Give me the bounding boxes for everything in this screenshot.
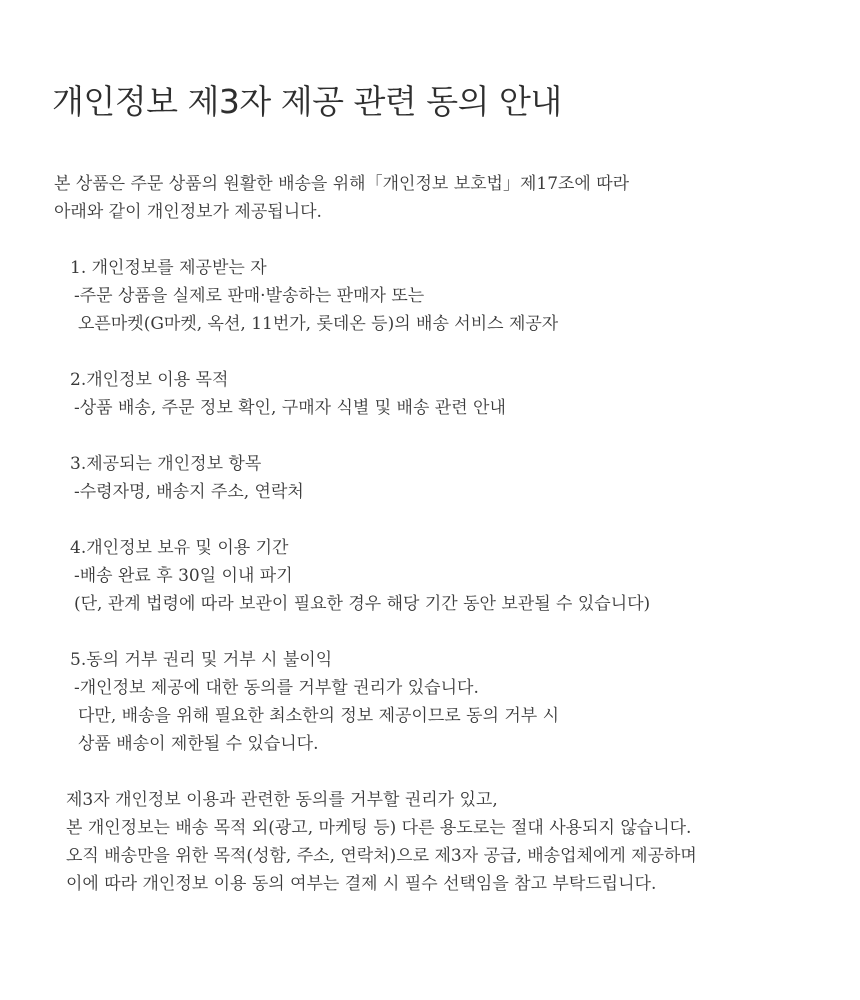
footer-line: 오직 배송만을 위한 목적(성함, 주소, 연락처)으로 제3자 공급, 배송업체에게 제공하며 bbox=[66, 846, 697, 866]
section-line: -수령자명, 배송지 주소, 연락처 bbox=[74, 482, 304, 502]
section-title-retention: 4.개인정보 보유 및 이용 기간 bbox=[70, 538, 289, 558]
section-line: -주문 상품을 실제로 판매·발송하는 판매자 또는 bbox=[74, 286, 425, 306]
footer-line: 본 개인정보는 배송 목적 외(광고, 마케팅 등) 다른 용도로는 절대 사용되지 않습니다. bbox=[66, 818, 692, 838]
section-line: -상품 배송, 주문 정보 확인, 구매자 식별 및 배송 관련 안내 bbox=[74, 398, 506, 418]
section-title-purpose: 2.개인정보 이용 목적 bbox=[70, 370, 229, 390]
section-title-recipient: 1. 개인정보를 제공받는 자 bbox=[70, 258, 267, 278]
section-line: -개인정보 제공에 대한 동의를 거부할 권리가 있습니다. bbox=[74, 678, 479, 698]
section-line: 다만, 배송을 위해 필요한 최소한의 정보 제공이므로 동의 거부 시 bbox=[78, 706, 560, 726]
section-line: -배송 완료 후 30일 이내 파기 bbox=[74, 566, 293, 586]
footer-line: 이에 따라 개인정보 이용 동의 여부는 결제 시 필수 선택임을 참고 부탁드립니다. bbox=[66, 874, 657, 894]
section-title-refusal: 5.동의 거부 권리 및 거부 시 불이익 bbox=[70, 650, 333, 670]
section-line: 상품 배송이 제한될 수 있습니다. bbox=[78, 734, 319, 754]
section-line: (단, 관계 법령에 따라 보관이 필요한 경우 해당 기간 동안 보관될 수 있습니다) bbox=[74, 594, 651, 614]
page-title: 개인정보 제3자 제공 관련 동의 안내 bbox=[52, 82, 562, 121]
intro-line: 아래와 같이 개인정보가 제공됩니다. bbox=[54, 202, 322, 222]
section-line: 오픈마켓(G마켓, 옥션, 11번가, 롯데온 등)의 배송 서비스 제공자 bbox=[78, 314, 559, 334]
intro-line: 본 상품은 주문 상품의 원활한 배송을 위해「개인정보 보호법」제17조에 따라 bbox=[54, 174, 630, 194]
footer-line: 제3자 개인정보 이용과 관련한 동의를 거부할 권리가 있고, bbox=[66, 790, 498, 810]
section-title-items: 3.제공되는 개인정보 항목 bbox=[70, 454, 262, 474]
